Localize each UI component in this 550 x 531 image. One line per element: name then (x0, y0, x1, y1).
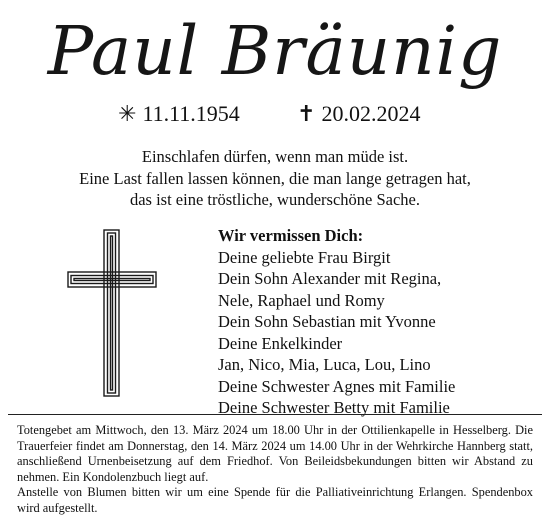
mourner-line: Dein Sohn Sebastian mit Yvonne (218, 312, 436, 331)
mourners-list (218, 225, 455, 419)
birth-star-icon: ✳ (118, 101, 137, 126)
mourner-line: Deine Schwester Agnes mit Familie (218, 376, 456, 396)
death-cross-icon: ✝ (297, 101, 316, 126)
poem-line: Einschlafen dürfen, wenn man müde ist. (141, 147, 409, 166)
cross-icon (66, 228, 158, 398)
donation-request: Anstelle von Blumen bitten wir um eine Spende für die Palliativeinrichtung Erlangen. Spendenbox wird aufgestellt. (17, 485, 533, 515)
poem-line: das ist eine tröstliche, wunderschöne Sache. (129, 190, 421, 209)
mourner-line: Deine geliebte Frau Birgit (218, 247, 391, 267)
birth-date (118, 100, 240, 128)
mourner-line: Deine Schwester Betty mit Familie (218, 398, 450, 417)
funeral-details: Totengebet am Mittwoch, den 13. März 2024 um 18.00 Uhr in der Ottilienkapelle in Hesselberg. Die Trauerfeier findet am Donnerstag, den 14. März 2024 um 14.00 Uhr in der Wehrkirche Hannberg statt, anschließend Urnenbeisetzung auf dem Friedhof. Von Beileidsbekundungen bitten wir Abstand zu nehmen. Ein Kondolenzbuch liegt auf. (17, 423, 533, 484)
mourner-line: Nele, Raphael und Romy (218, 290, 385, 310)
divider-line (8, 414, 542, 415)
poem-line: Eine Last fallen lassen können, die man lange getragen hat, (79, 168, 471, 188)
deceased-name: Paul Bräunig (47, 11, 503, 90)
mourner-line: Jan, Nico, Mia, Luca, Lou, Lino (218, 355, 431, 374)
poem (0, 146, 550, 211)
mourner-line: Deine Enkelkinder (218, 333, 343, 353)
mourners-heading: Wir vermissen Dich: (218, 226, 364, 245)
birth-date-text: 11.11.1954 (142, 101, 240, 126)
life-dates (0, 100, 550, 128)
death-date-text: 20.02.2024 (321, 101, 421, 126)
funeral-notice (17, 423, 533, 517)
mourner-line: Dein Sohn Alexander mit Regina, (218, 269, 442, 288)
death-date (297, 100, 420, 128)
